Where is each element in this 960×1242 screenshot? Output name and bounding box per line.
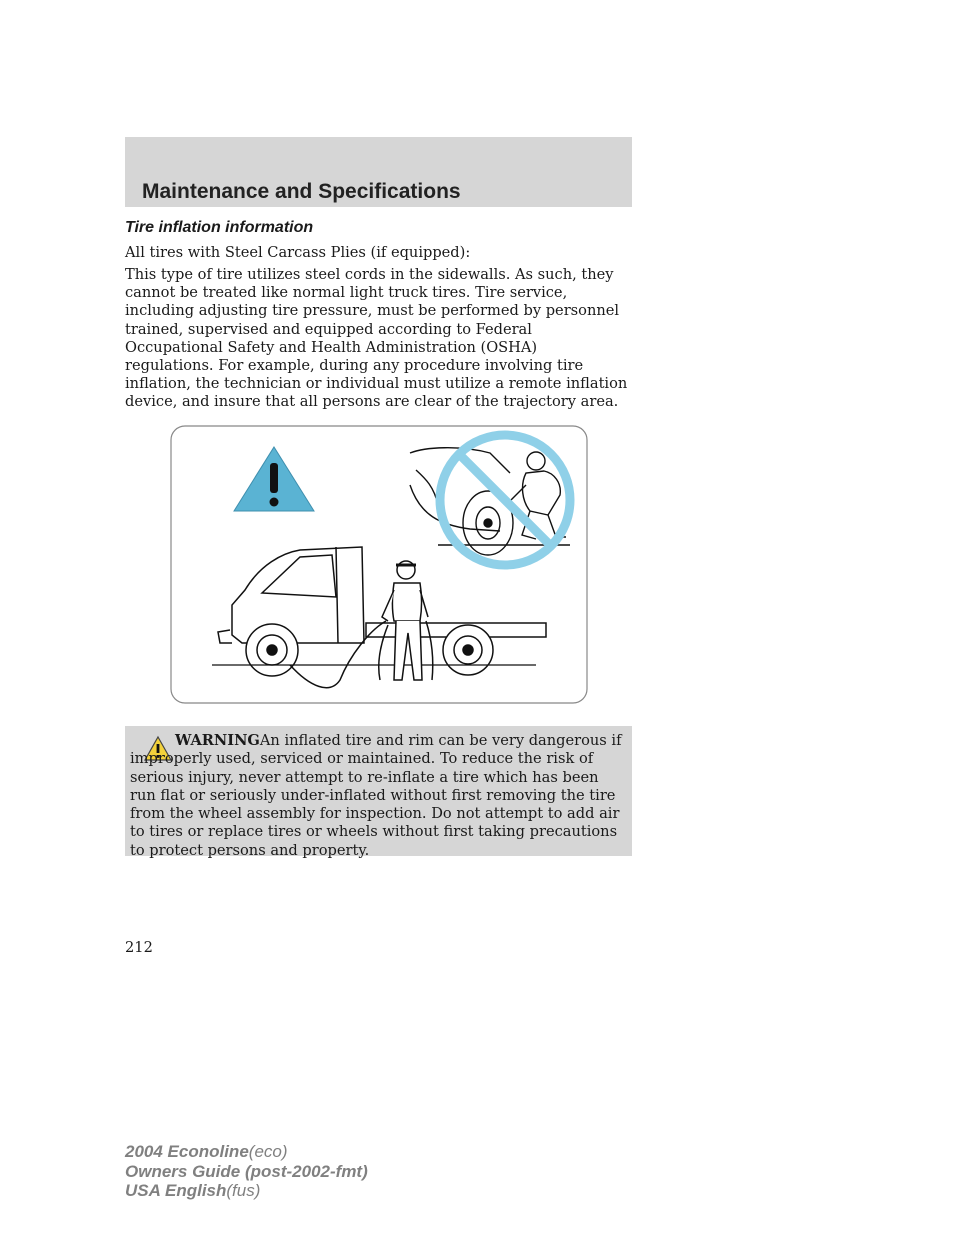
intro-paragraph: All tires with Steel Carcass Plies (if equipped): [125,244,471,261]
warning-text: An inflated tire and rim can be very dangerous if improperly used, serviced or maintained. To reduce the risk of serious injury, never attempt to re-inflate a tire which has been run flat or seriously under-inflated without first removing the tire from the wheel assembly for inspection. Do not attempt to add air to tires or replace tires or wheels without first taking precautions to protect persons and property. [130,732,622,859]
document-footer [125,1142,368,1201]
section-header-band [125,137,632,207]
footer-language-code: (fus) [226,1181,261,1200]
footer-model-code: (eco) [248,1142,288,1161]
body-paragraph: This type of tire utilizes steel cords in the sidewalls. As such, they cannot be treated like normal light truck tires. Tire service, including adjusting tire pressure, must be performed by personnel trained, supervised and equipped according to Federal Occupational Safety and Health Administration (OSHA) regulations. For example, during any procedure involving tire inflation, the technician or individual must utilize a remote inflation device, and insure that all persons are clear of the trajectory area. [125,266,628,411]
page-header-title: Maintenance and Specifications [142,180,461,203]
footer-language: USA English [125,1181,227,1200]
footer-guide: Owners Guide (post-2002-fmt) [125,1161,368,1181]
warning-box [125,726,632,859]
tire-inflation-illustration [170,425,588,704]
warning-paragraph [130,732,628,860]
footer-model: 2004 Econoline [125,1142,249,1161]
section-title: Tire inflation information [125,219,314,236]
page-number: 212 [125,939,153,956]
warning-label: WARNING [175,732,260,749]
